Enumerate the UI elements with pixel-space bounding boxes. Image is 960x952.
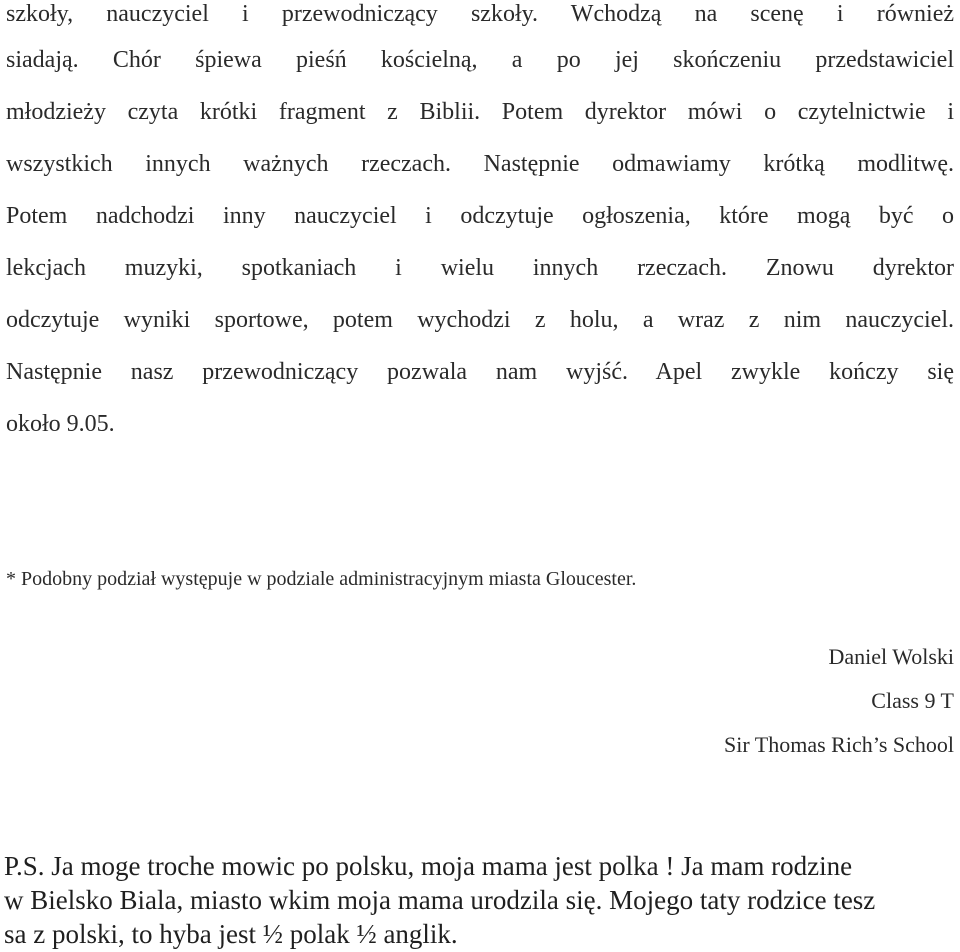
paragraph-line: szkoły, nauczyciel i przewodniczący szkoły. Wchodzą na scenę i również	[6, 1, 954, 27]
paragraph-line: lekcjach muzyki, spotkaniach i wielu innych rzeczach. Znowu dyrektor	[6, 255, 954, 281]
signature-class: Class 9 T	[871, 688, 954, 713]
postscript-line: w Bielsko Biala, miasto wkim moja mama urodzila się. Mojego taty rodzice tesz	[4, 885, 876, 915]
footnote: * Podobny podział występuje w podziale administracyjnym miasta Gloucester.	[6, 568, 637, 590]
postscript-line: sa z polski, to hyba jest ½ polak ½ anglik.	[4, 919, 458, 949]
paragraph-line: Następnie nasz przewodniczący pozwala nam wyjść. Apel zwykle kończy się	[6, 359, 954, 385]
signature-school: Sir Thomas Rich’s School	[724, 732, 954, 757]
paragraph-line-last: około 9.05.	[6, 411, 115, 437]
paragraph-line: odczytuje wyniki sportowe, potem wychodzi z holu, a wraz z nim nauczyciel.	[6, 307, 954, 333]
paragraph-line: młodzieży czyta krótki fragment z Biblii. Potem dyrektor mówi o czytelnictwie i	[6, 99, 954, 125]
paragraph-line: siadają. Chór śpiewa pieśń kościelną, a po jej skończeniu przedstawiciel	[6, 47, 954, 73]
signature-name: Daniel Wolski	[828, 644, 954, 669]
paragraph-line: wszystkich innych ważnych rzeczach. Następnie odmawiamy krótką modlitwę.	[6, 151, 954, 177]
postscript-line: P.S. Ja moge troche mowic po polsku, moja mama jest polka ! Ja mam rodzine	[4, 851, 853, 881]
paragraph-line: Potem nadchodzi inny nauczyciel i odczytuje ogłoszenia, które mogą być o	[6, 203, 954, 229]
